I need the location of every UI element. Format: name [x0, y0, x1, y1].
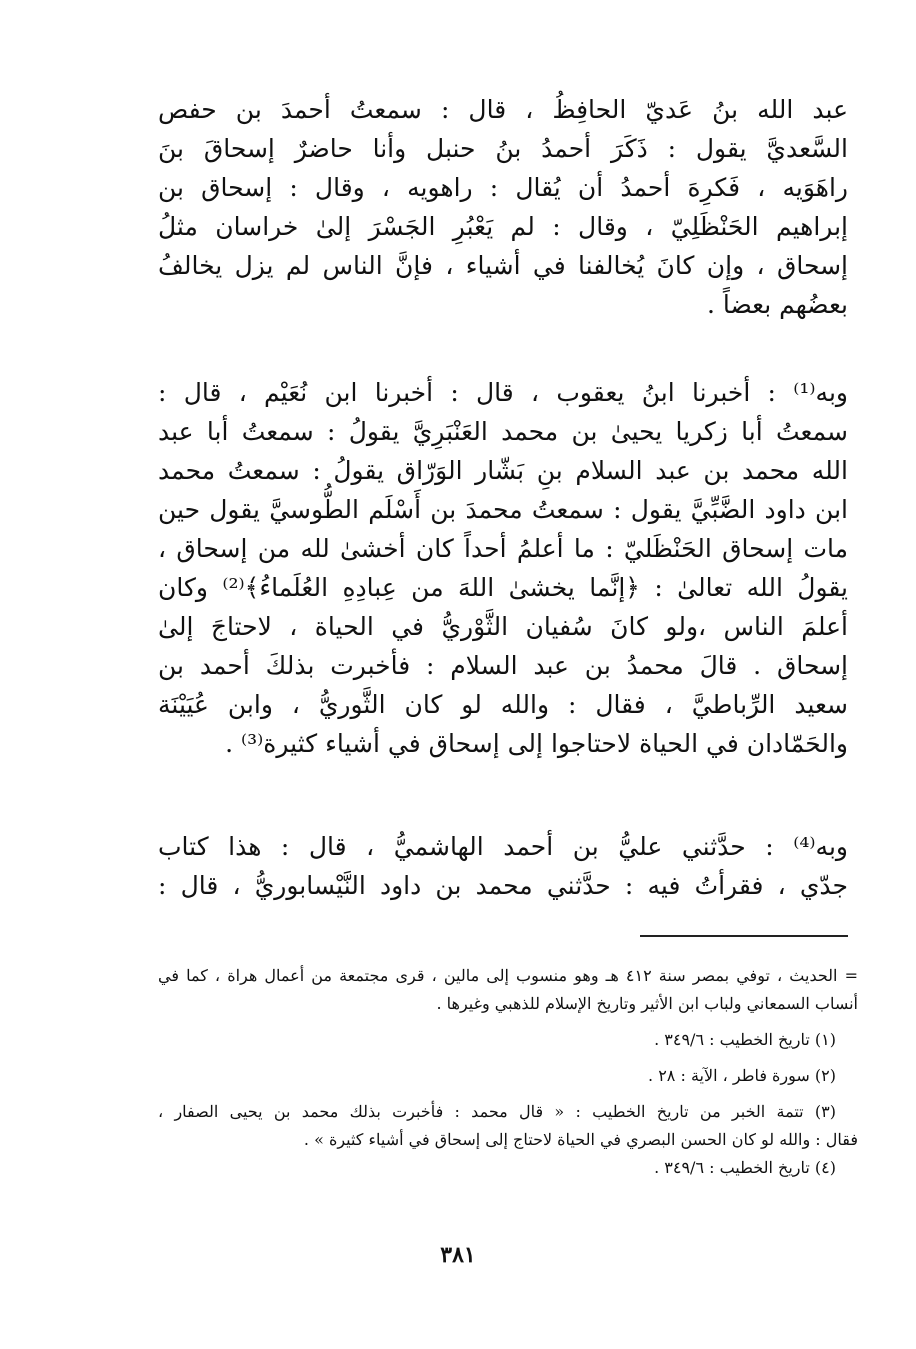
text-line: وبه⁽⁴⁾ : حدَّثني عليُّ بن أحمد الهاشميُّ ، قال : هذا كتاب — [158, 832, 848, 861]
footnotes — [158, 962, 858, 1182]
text-line: أعلمَ الناس ،ولو كانَ سُفيان الثَّوْريُّ في الحياة ، لاحتاجَ إلىٰ — [158, 612, 848, 641]
text-line: إسحاق . قالَ محمدُ بن عبد السلام : فأخبرت بذلكَ أحمد بن — [158, 651, 848, 680]
text-line: جدّي ، فقرأتُ فيه : حدَّثني محمد بن داود النَّيْسابوريُّ ، قال : — [158, 871, 848, 900]
text-line: ابن داود الضَّبِّيَّ يقول : سمعتُ محمدَ بن أَسْلَم الطُّوسيَّ يقول حين — [158, 495, 848, 524]
text-line: عبد الله بنُ عَديّ الحافِظُ ، قال : سمعتُ أحمدَ بن حفص — [158, 95, 848, 124]
text-line: إبراهيم الحَنْظَلِيّ ، وقال : لم يَعْبُرِ الجَسْرَ إلىٰ خراسان مثلُ — [158, 212, 848, 241]
text-line: السَّعديَّ يقول : ذَكَرَ أحمدُ بنُ حنبل وأنا حاضرٌ إسحاقَ بنَ — [158, 134, 848, 163]
paragraph-3 — [158, 827, 848, 905]
text-line: راهَوَيه ، فَكرِهَ أحمدُ أن يُقال : راهويه ، وقال : إسحاق بن — [158, 173, 848, 202]
text-line: يقولُ الله تعالىٰ : ﴿إنَّما يخشىٰ اللهَ من عِبادِهِ العُلَماءُ﴾⁽²⁾ وكان — [158, 573, 848, 602]
text-line: مات إسحاق الحَنْظَليّ : ما أعلمُ أحداً كان أخشىٰ لله من إسحاق ، — [158, 534, 848, 563]
footnote-separator — [640, 935, 848, 937]
text-line: سعيد الرِّباطيَّ ، فقال : والله لو كان الثَّوريُّ ، وابن عُيَيْنَة — [158, 690, 848, 719]
text-line: إسحاق ، وإن كانَ يُخالفنا في أشياء ، فإنَّ الناس لم يزل يخالفُ — [158, 251, 848, 280]
footnote-continuation-line: أنساب السمعاني ولباب ابن الأثير وتاريخ الإسلام للذهبي وغيرها . — [436, 994, 858, 1013]
paragraph-1 — [158, 90, 848, 324]
page-number: ٣٨١ — [440, 1242, 476, 1268]
text-line: والحَمّادان في الحياة لاحتاجوا إلى إسحاق في أشياء كثيرة⁽³⁾ . — [225, 729, 848, 758]
text-line: الله محمد بن عبد السلام بنِ بَشّار الوَرّاق يقولُ : سمعتُ محمد — [158, 456, 848, 485]
text-line: وبه⁽¹⁾ : أخبرنا ابنُ يعقوب ، قال : أخبرنا ابن نُعَيْم ، قال : — [158, 378, 848, 407]
footnote-2: (٢) سورة فاطر ، الآية : ٢٨ . — [648, 1066, 836, 1085]
footnote-3-line: (٣) تتمة الخبر من تاريخ الخطيب : « قال محمد : فأخبرت بذلك محمد بن يحيى الصفار ، — [158, 1102, 836, 1121]
text-line: سمعتُ أبا زكريا يحيىٰ بن محمد العَنْبَرِيَّ يقولُ : سمعتُ أبا عبد — [158, 417, 848, 446]
paragraph-2 — [158, 373, 848, 763]
footnote-3-line: فقال : والله لو كان الحسن البصري في الحياة لاحتاج إلى إسحاق في أشياء كثيرة » . — [303, 1130, 858, 1149]
footnote-continuation-line: = الحديث ، توفي بمصر سنة ٤١٢ هـ وهو منسوب إلى مالين ، قرى مجتمعة من أعمال هراة ، كما في — [158, 966, 859, 985]
footnote-4: (٤) تاريخ الخطيب : ٣٤٩/٦ . — [654, 1158, 836, 1177]
text-line: بعضُهم بعضاً . — [706, 290, 848, 319]
footnote-1: (١) تاريخ الخطيب : ٣٤٩/٦ . — [654, 1030, 836, 1049]
